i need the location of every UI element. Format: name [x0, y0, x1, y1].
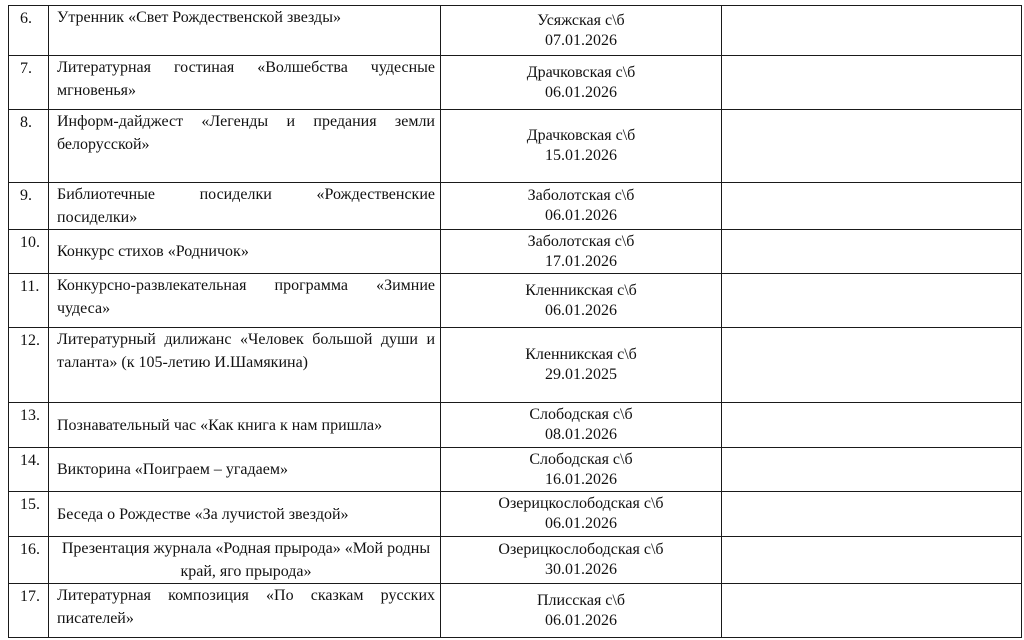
library-name: Озерицкослободская с\б [498, 541, 664, 558]
event-place [441, 403, 722, 448]
table-row [9, 492, 1022, 537]
event-date: 15.01.2026 [545, 147, 617, 164]
table-row [9, 537, 1022, 584]
event-date: 07.01.2026 [545, 31, 617, 49]
event-place [441, 6, 722, 56]
empty-cell [722, 230, 1022, 274]
event-title: Литературная гостиная «Волшебства чудесные мгновенья» [49, 56, 441, 110]
row-number: 11. [9, 274, 49, 328]
table-row [9, 403, 1022, 448]
row-number: 17. [9, 584, 49, 638]
event-date: 08.01.2026 [545, 426, 617, 443]
event-title: Литературная композиция «По сказкам русских писателей» [49, 584, 441, 638]
empty-cell [722, 492, 1022, 537]
event-date: 29.01.2025 [545, 366, 617, 383]
library-name: Слободская с\б [529, 450, 633, 468]
empty-cell [722, 328, 1022, 403]
row-number: 14. [9, 448, 49, 492]
empty-cell [722, 584, 1022, 638]
row-number: 12. [9, 328, 49, 403]
library-name: Заболотская с\б [527, 187, 635, 204]
event-date: 06.01.2026 [545, 83, 617, 101]
empty-cell [722, 403, 1022, 448]
table-row [9, 56, 1022, 110]
row-number: 6. [9, 6, 49, 56]
table-row [9, 183, 1022, 230]
event-title: Конкурс стихов «Родничок» [49, 230, 441, 274]
event-place [441, 584, 722, 638]
event-title: Литературный дилижанс «Человек большой души и таланта» (к 105-летию И.Шамякина) [49, 328, 441, 403]
row-number: 13. [9, 403, 49, 448]
event-date: 30.01.2026 [545, 561, 617, 578]
event-title: Конкурсно-развлекательная программа «Зимние чудеса» [49, 274, 441, 328]
empty-cell [722, 56, 1022, 110]
event-title: Информ-дайджест «Легенды и предания земли белорусской» [49, 110, 441, 183]
table-row [9, 230, 1022, 274]
row-number: 10. [9, 230, 49, 274]
empty-cell [722, 274, 1022, 328]
row-number: 15. [9, 492, 49, 537]
empty-cell [722, 183, 1022, 230]
event-title: Утренник «Свет Рождественской звезды» [49, 6, 441, 56]
library-name: Кленникская с\б [525, 346, 637, 363]
event-title: Познавательный час «Как книга к нам пришла» [49, 403, 441, 448]
event-place [441, 183, 722, 230]
library-name: Слободская с\б [529, 406, 633, 423]
event-title: Презентация журнала «Родная прырода» «Мой родны край, яго прырода» [49, 537, 441, 584]
library-name: Плисская с\б [537, 591, 625, 609]
event-place [441, 274, 722, 328]
event-date: 17.01.2026 [545, 252, 617, 270]
event-place [441, 492, 722, 537]
event-place [441, 56, 722, 110]
row-number: 9. [9, 183, 49, 230]
event-place [441, 230, 722, 274]
table-row [9, 274, 1022, 328]
table-row [9, 448, 1022, 492]
table-row [9, 584, 1022, 638]
library-name: Заболотская с\б [527, 232, 635, 250]
row-number: 8. [9, 110, 49, 183]
empty-cell [722, 537, 1022, 584]
library-name: Усяжская с\б [537, 11, 625, 29]
event-date: 06.01.2026 [545, 611, 617, 629]
event-title: Беседа о Рождестве «За лучистой звездой» [49, 492, 441, 537]
event-place [441, 110, 722, 183]
event-date: 06.01.2026 [545, 515, 617, 532]
event-place [441, 448, 722, 492]
event-title: Библиотечные посиделки «Рождественские посиделки» [49, 183, 441, 230]
row-number: 16. [9, 537, 49, 584]
event-title: Викторина «Поиграем – угадаем» [49, 448, 441, 492]
library-name: Озерицкослободская с\б [498, 495, 664, 512]
table-row [9, 328, 1022, 403]
row-number: 7. [9, 56, 49, 110]
event-place [441, 328, 722, 403]
table-row [9, 6, 1022, 56]
event-date: 06.01.2026 [545, 301, 617, 319]
table-row [9, 110, 1022, 183]
library-name: Кленникская с\б [525, 281, 637, 299]
library-name: Драчковская с\б [526, 63, 636, 81]
event-date: 16.01.2026 [545, 470, 617, 488]
library-name: Драчковская с\б [526, 127, 636, 144]
events-table [8, 5, 1022, 638]
empty-cell [722, 6, 1022, 56]
empty-cell [722, 448, 1022, 492]
empty-cell [722, 110, 1022, 183]
event-place [441, 537, 722, 584]
event-date: 06.01.2026 [545, 207, 617, 224]
